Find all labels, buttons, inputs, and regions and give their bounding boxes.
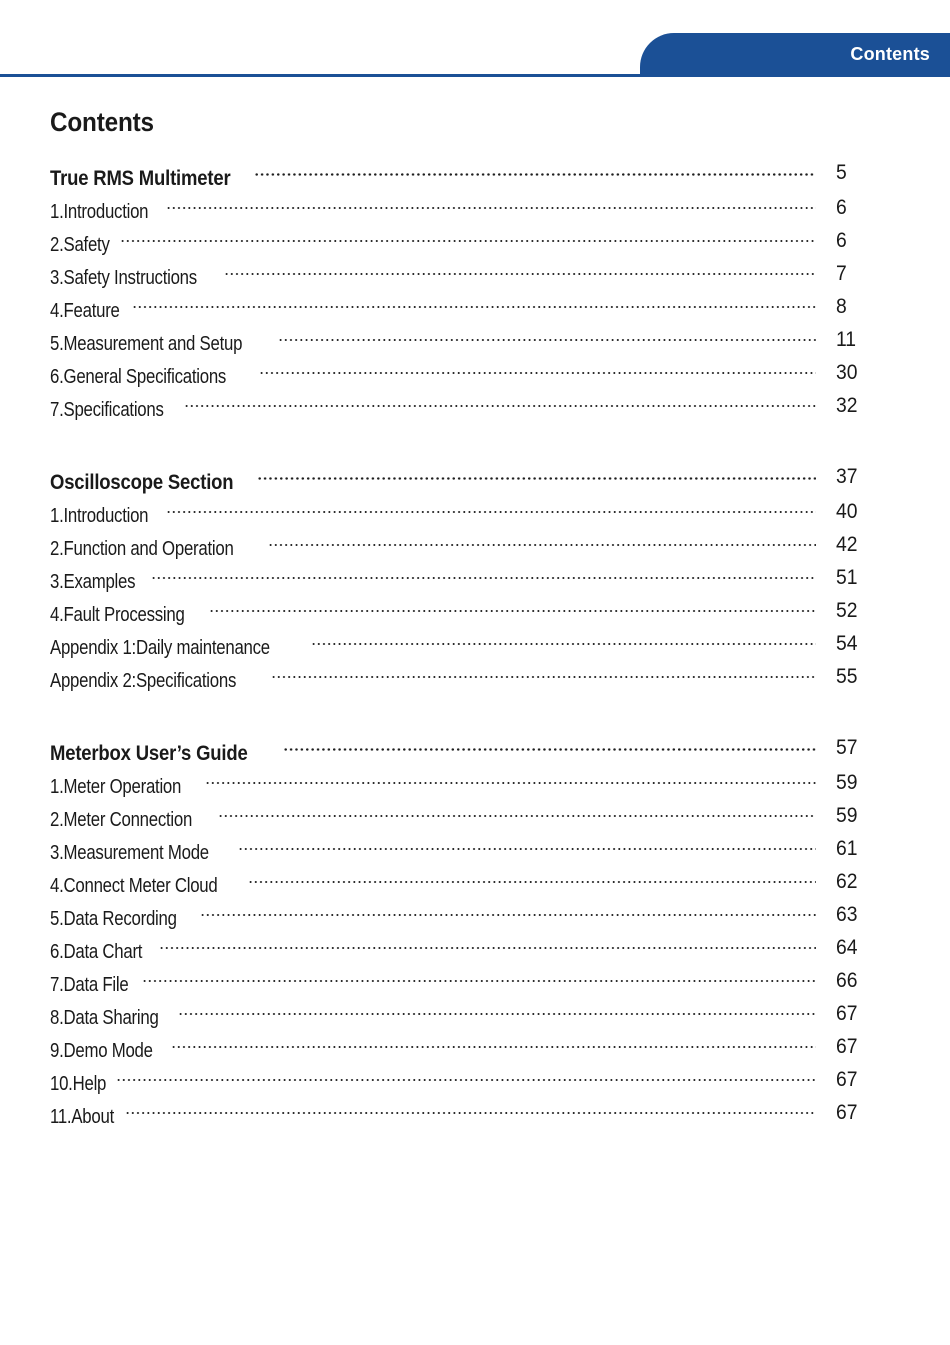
toc-entry-row[interactable] — [50, 991, 910, 1030]
toc-dot-leader — [132, 284, 816, 317]
toc-entry-label: 5.Measurement and Setup — [50, 333, 243, 356]
toc-entry-row[interactable] — [50, 925, 910, 964]
toc-section-title: Meterbox User’s Guide — [50, 742, 248, 766]
toc-dot-leader — [259, 350, 816, 383]
toc-dot-leader — [248, 859, 816, 892]
toc-page-number: 7 — [836, 262, 847, 286]
toc-entry-label: 2.Meter Connection — [50, 809, 193, 832]
toc-page-number: 30 — [836, 361, 858, 385]
toc-entry-row[interactable] — [50, 1090, 910, 1129]
toc-entry-label: 4.Connect Meter Cloud — [50, 875, 218, 898]
toc-page-number: 54 — [836, 632, 858, 656]
toc-dot-leader — [257, 456, 816, 489]
toc-dot-leader — [205, 760, 816, 793]
toc-page-number: 67 — [836, 1068, 858, 1092]
toc-dot-leader — [254, 152, 816, 185]
toc-entry-label: 3.Safety Instructions — [50, 267, 197, 290]
toc-entry-row[interactable] — [50, 555, 910, 594]
toc-entry-label: 6.General Specifications — [50, 366, 227, 389]
table-of-contents — [50, 107, 910, 1129]
toc-page-number: 37 — [836, 465, 858, 489]
toc-page-number: 67 — [836, 1101, 858, 1125]
toc-entry-label: 4.Feature — [50, 300, 120, 323]
toc-entry-label: 2.Function and Operation — [50, 538, 234, 561]
toc-page-number: 59 — [836, 804, 858, 828]
toc-page-number: 61 — [836, 837, 858, 861]
toc-entry-row[interactable] — [50, 1057, 910, 1096]
toc-entry-label: 3.Examples — [50, 571, 136, 594]
toc-dot-leader — [200, 892, 816, 925]
toc-entry-label: Appendix 1:Daily maintenance — [50, 637, 270, 660]
toc-entry-label: 10.Help — [50, 1073, 107, 1096]
toc-page-number: 63 — [836, 903, 858, 927]
toc-entry-label: 1.Introduction — [50, 201, 149, 224]
toc-dot-leader — [125, 1090, 816, 1123]
toc-entry-row[interactable] — [50, 588, 910, 627]
toc-dot-leader — [283, 727, 816, 760]
toc-entry-label: 2.Safety — [50, 234, 110, 257]
toc-section — [50, 727, 910, 1129]
toc-entry-label: Appendix 2:Specifications — [50, 670, 237, 693]
toc-entry-label: 4.Fault Processing — [50, 604, 185, 627]
toc-dot-leader — [278, 317, 816, 350]
toc-row-left — [50, 1090, 816, 1134]
toc-entry-label: 6.Data Chart — [50, 941, 143, 964]
toc-page-number: 5 — [836, 161, 847, 185]
toc-page-number: 64 — [836, 936, 858, 960]
toc-dot-leader — [238, 826, 816, 859]
toc-entry-label: 1.Introduction — [50, 505, 149, 528]
toc-section — [50, 456, 910, 693]
toc-page-number: 57 — [836, 736, 858, 760]
toc-dot-leader — [166, 489, 816, 522]
toc-page-number: 67 — [836, 1002, 858, 1026]
toc-entry-row[interactable] — [50, 958, 910, 997]
toc-page-number: 59 — [836, 771, 858, 795]
page-running-header — [0, 0, 950, 80]
toc-section-title: Oscilloscope Section — [50, 471, 234, 495]
toc-dot-leader — [218, 793, 816, 826]
toc-dot-leader — [142, 958, 816, 991]
toc-page-number: 40 — [836, 500, 858, 524]
toc-entry-row[interactable] — [50, 522, 910, 561]
toc-page-number: 32 — [836, 394, 858, 418]
toc-page-number: 42 — [836, 533, 858, 557]
toc-entry-row[interactable] — [50, 251, 910, 290]
toc-section-heading-row[interactable] — [50, 727, 910, 766]
toc-entry-label: 11.About — [50, 1106, 114, 1129]
toc-dot-leader — [268, 522, 816, 555]
toc-section-heading-row[interactable] — [50, 456, 910, 495]
toc-section-heading-row[interactable] — [50, 152, 910, 191]
toc-entry-row[interactable] — [50, 1024, 910, 1063]
toc-entry-row[interactable] — [50, 185, 910, 224]
toc-entry-row[interactable] — [50, 489, 910, 528]
toc-dot-leader — [311, 621, 816, 654]
toc-page-number: 52 — [836, 599, 858, 623]
toc-dot-leader — [159, 925, 816, 958]
page-title: Contents — [50, 107, 154, 137]
toc-section-title: True RMS Multimeter — [50, 167, 231, 191]
toc-dot-leader — [166, 185, 816, 218]
toc-entry-label: 9.Demo Mode — [50, 1040, 153, 1063]
toc-dot-leader — [178, 991, 816, 1024]
toc-page-number: 51 — [836, 566, 858, 590]
toc-section — [50, 152, 910, 422]
toc-page-number: 62 — [836, 870, 858, 894]
toc-entry-label: 7.Data File — [50, 974, 129, 997]
toc-page-number: 11 — [836, 328, 857, 352]
toc-dot-leader — [209, 588, 816, 621]
toc-entry-label: 5.Data Recording — [50, 908, 177, 931]
running-header-title: Contents — [850, 43, 930, 64]
toc-page-number: 6 — [836, 196, 847, 220]
toc-page-number: 67 — [836, 1035, 858, 1059]
toc-page-number: 66 — [836, 969, 858, 993]
toc-entry-label: 3.Measurement Mode — [50, 842, 209, 865]
toc-page-number: 55 — [836, 665, 858, 689]
header-band — [640, 33, 950, 76]
toc-entry-row[interactable] — [50, 317, 910, 356]
toc-page-number: 6 — [836, 229, 847, 253]
toc-dot-leader — [271, 654, 816, 687]
toc-dot-leader — [171, 1024, 816, 1057]
toc-entry-row[interactable] — [50, 218, 910, 257]
toc-dot-leader — [184, 383, 816, 416]
toc-dot-leader — [120, 218, 816, 251]
toc-page-number: 8 — [836, 295, 847, 319]
toc-entry-label: 8.Data Sharing — [50, 1007, 159, 1030]
toc-section-list — [50, 152, 910, 1129]
toc-dot-leader — [116, 1057, 816, 1090]
toc-entry-row[interactable] — [50, 284, 910, 323]
toc-entry-label: 7.Specifications — [50, 399, 164, 422]
toc-entry-label: 1.Meter Operation — [50, 776, 182, 799]
toc-dot-leader — [224, 251, 816, 284]
header-divider-rule — [0, 74, 950, 77]
toc-dot-leader — [151, 555, 817, 588]
